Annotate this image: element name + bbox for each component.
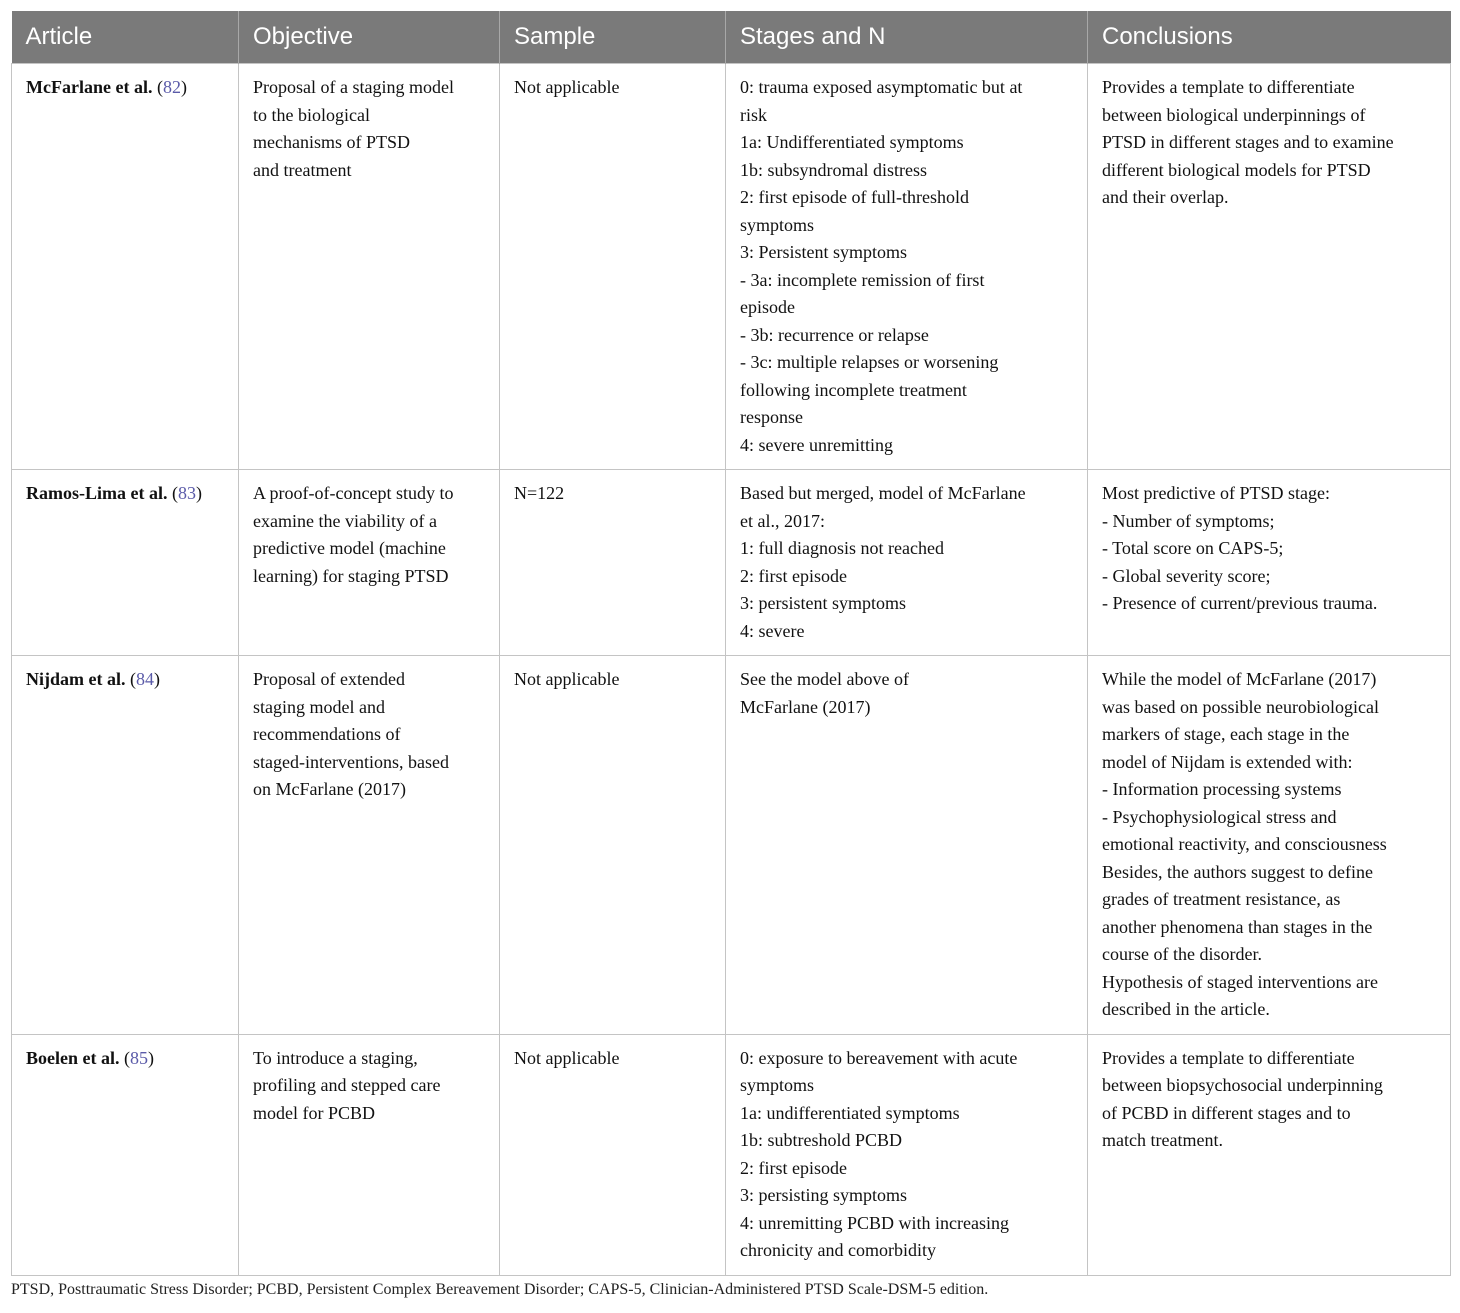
stages-cell: Based but merged, model of McFarlane et al., 2017: 1: full diagnosis not reached 2: first episode 3: persistent symptoms 4: severe (726, 470, 1088, 656)
objective-cell: A proof-of-concept study to examine the viability of a predictive model (machine learning) for staging PTSD (239, 470, 500, 656)
article-cell (12, 470, 239, 656)
reference-link[interactable]: 84 (135, 669, 154, 689)
reference-open: ( (119, 1047, 130, 1068)
header-row (12, 11, 1451, 64)
reference-open: ( (167, 483, 178, 503)
sample-cell: Not applicable (500, 64, 726, 470)
sample-cell: Not applicable (500, 1034, 726, 1275)
article-cell (12, 1034, 239, 1275)
reference-link[interactable]: 85 (129, 1047, 148, 1068)
article-author: Boelen et al. (26, 1047, 120, 1068)
staging-models-table (11, 11, 1451, 1276)
header-stages-and-n: Stages and N (726, 11, 1088, 64)
stages-cell: 0: exposure to bereavement with acute symptoms 1a: undifferentiated symptoms 1b: subtreshold PCBD 2: first episode 3: persisting symptoms 4: unremitting PCBD with increasing chronicity and comorbidity (726, 1034, 1088, 1275)
sample-cell: N=122 (500, 470, 726, 656)
header-article: Article (12, 11, 239, 64)
conclusions-cell: While the model of McFarlane (2017) was based on possible neurobiological markers of stage, each stage in the model of Nijdam is extended with: - Information processing systems - Psychophysiological stress and emotional reactivity, and consciousness Besides, the authors suggest to define grades of treatment resistance, as another phenomena than stages in the course of the disorder. Hypothesis of staged interventions are described in the article. (1088, 656, 1451, 1035)
article-author: Ramos-Lima et al. (26, 483, 168, 503)
reference-close: ) (153, 669, 160, 689)
table-header (12, 11, 1451, 64)
table-body (12, 64, 1451, 1276)
sample-cell: Not applicable (500, 656, 726, 1035)
objective-cell: Proposal of extended staging model and recommendations of staged-interventions, based on McFarlane (2017) (239, 656, 500, 1035)
reference-close: ) (147, 1047, 154, 1068)
table-row (12, 64, 1451, 470)
conclusions-cell: Provides a template to differentiate between biopsychosocial underpinning of PCBD in different stages and to match treatment. (1088, 1034, 1451, 1275)
reference-link[interactable]: 83 (177, 483, 196, 503)
header-conclusions: Conclusions (1088, 11, 1451, 64)
article-author: Nijdam et al. (26, 669, 126, 689)
table-row (12, 1034, 1451, 1275)
reference-open: ( (125, 669, 136, 689)
table-row (12, 470, 1451, 656)
header-sample: Sample (500, 11, 726, 64)
objective-cell: To introduce a staging, profiling and stepped care model for PCBD (239, 1034, 500, 1275)
article-cell (12, 656, 239, 1035)
table-footnote: PTSD, Posttraumatic Stress Disorder; PCBD, Persistent Complex Bereavement Disorder; CAPS-5, Clinician-Administered PTSD Scale-DSM-5 edition. (11, 1281, 989, 1298)
reference-close: ) (195, 483, 202, 503)
stages-cell: 0: trauma exposed asymptomatic but at risk 1a: Undifferentiated symptoms 1b: subsyndromal distress 2: first episode of full-threshold symptoms 3: Persistent symptoms - 3a: incomplete remission of first episode - 3b: recurrence or relapse - 3c: multiple relapses or worsening following incomplete treatment response 4: severe unremitting (726, 64, 1088, 470)
conclusions-cell: Provides a template to differentiate between biological underpinnings of PTSD in different stages and to examine different biological models for PTSD and their overlap. (1088, 64, 1451, 470)
stages-cell: See the model above of McFarlane (2017) (726, 656, 1088, 1035)
table-row (12, 656, 1451, 1035)
article-cell (12, 64, 239, 470)
reference-link[interactable]: 82 (162, 77, 181, 97)
conclusions-cell: Most predictive of PTSD stage: - Number of symptoms; - Total score on CAPS-5; - Global severity score; - Presence of current/previous trauma. (1088, 470, 1451, 656)
header-objective: Objective (239, 11, 500, 64)
article-author: McFarlane et al. (26, 77, 153, 97)
objective-cell: Proposal of a staging model to the biological mechanisms of PTSD and treatment (239, 64, 500, 470)
reference-open: ( (152, 77, 163, 97)
reference-close: ) (180, 77, 187, 97)
